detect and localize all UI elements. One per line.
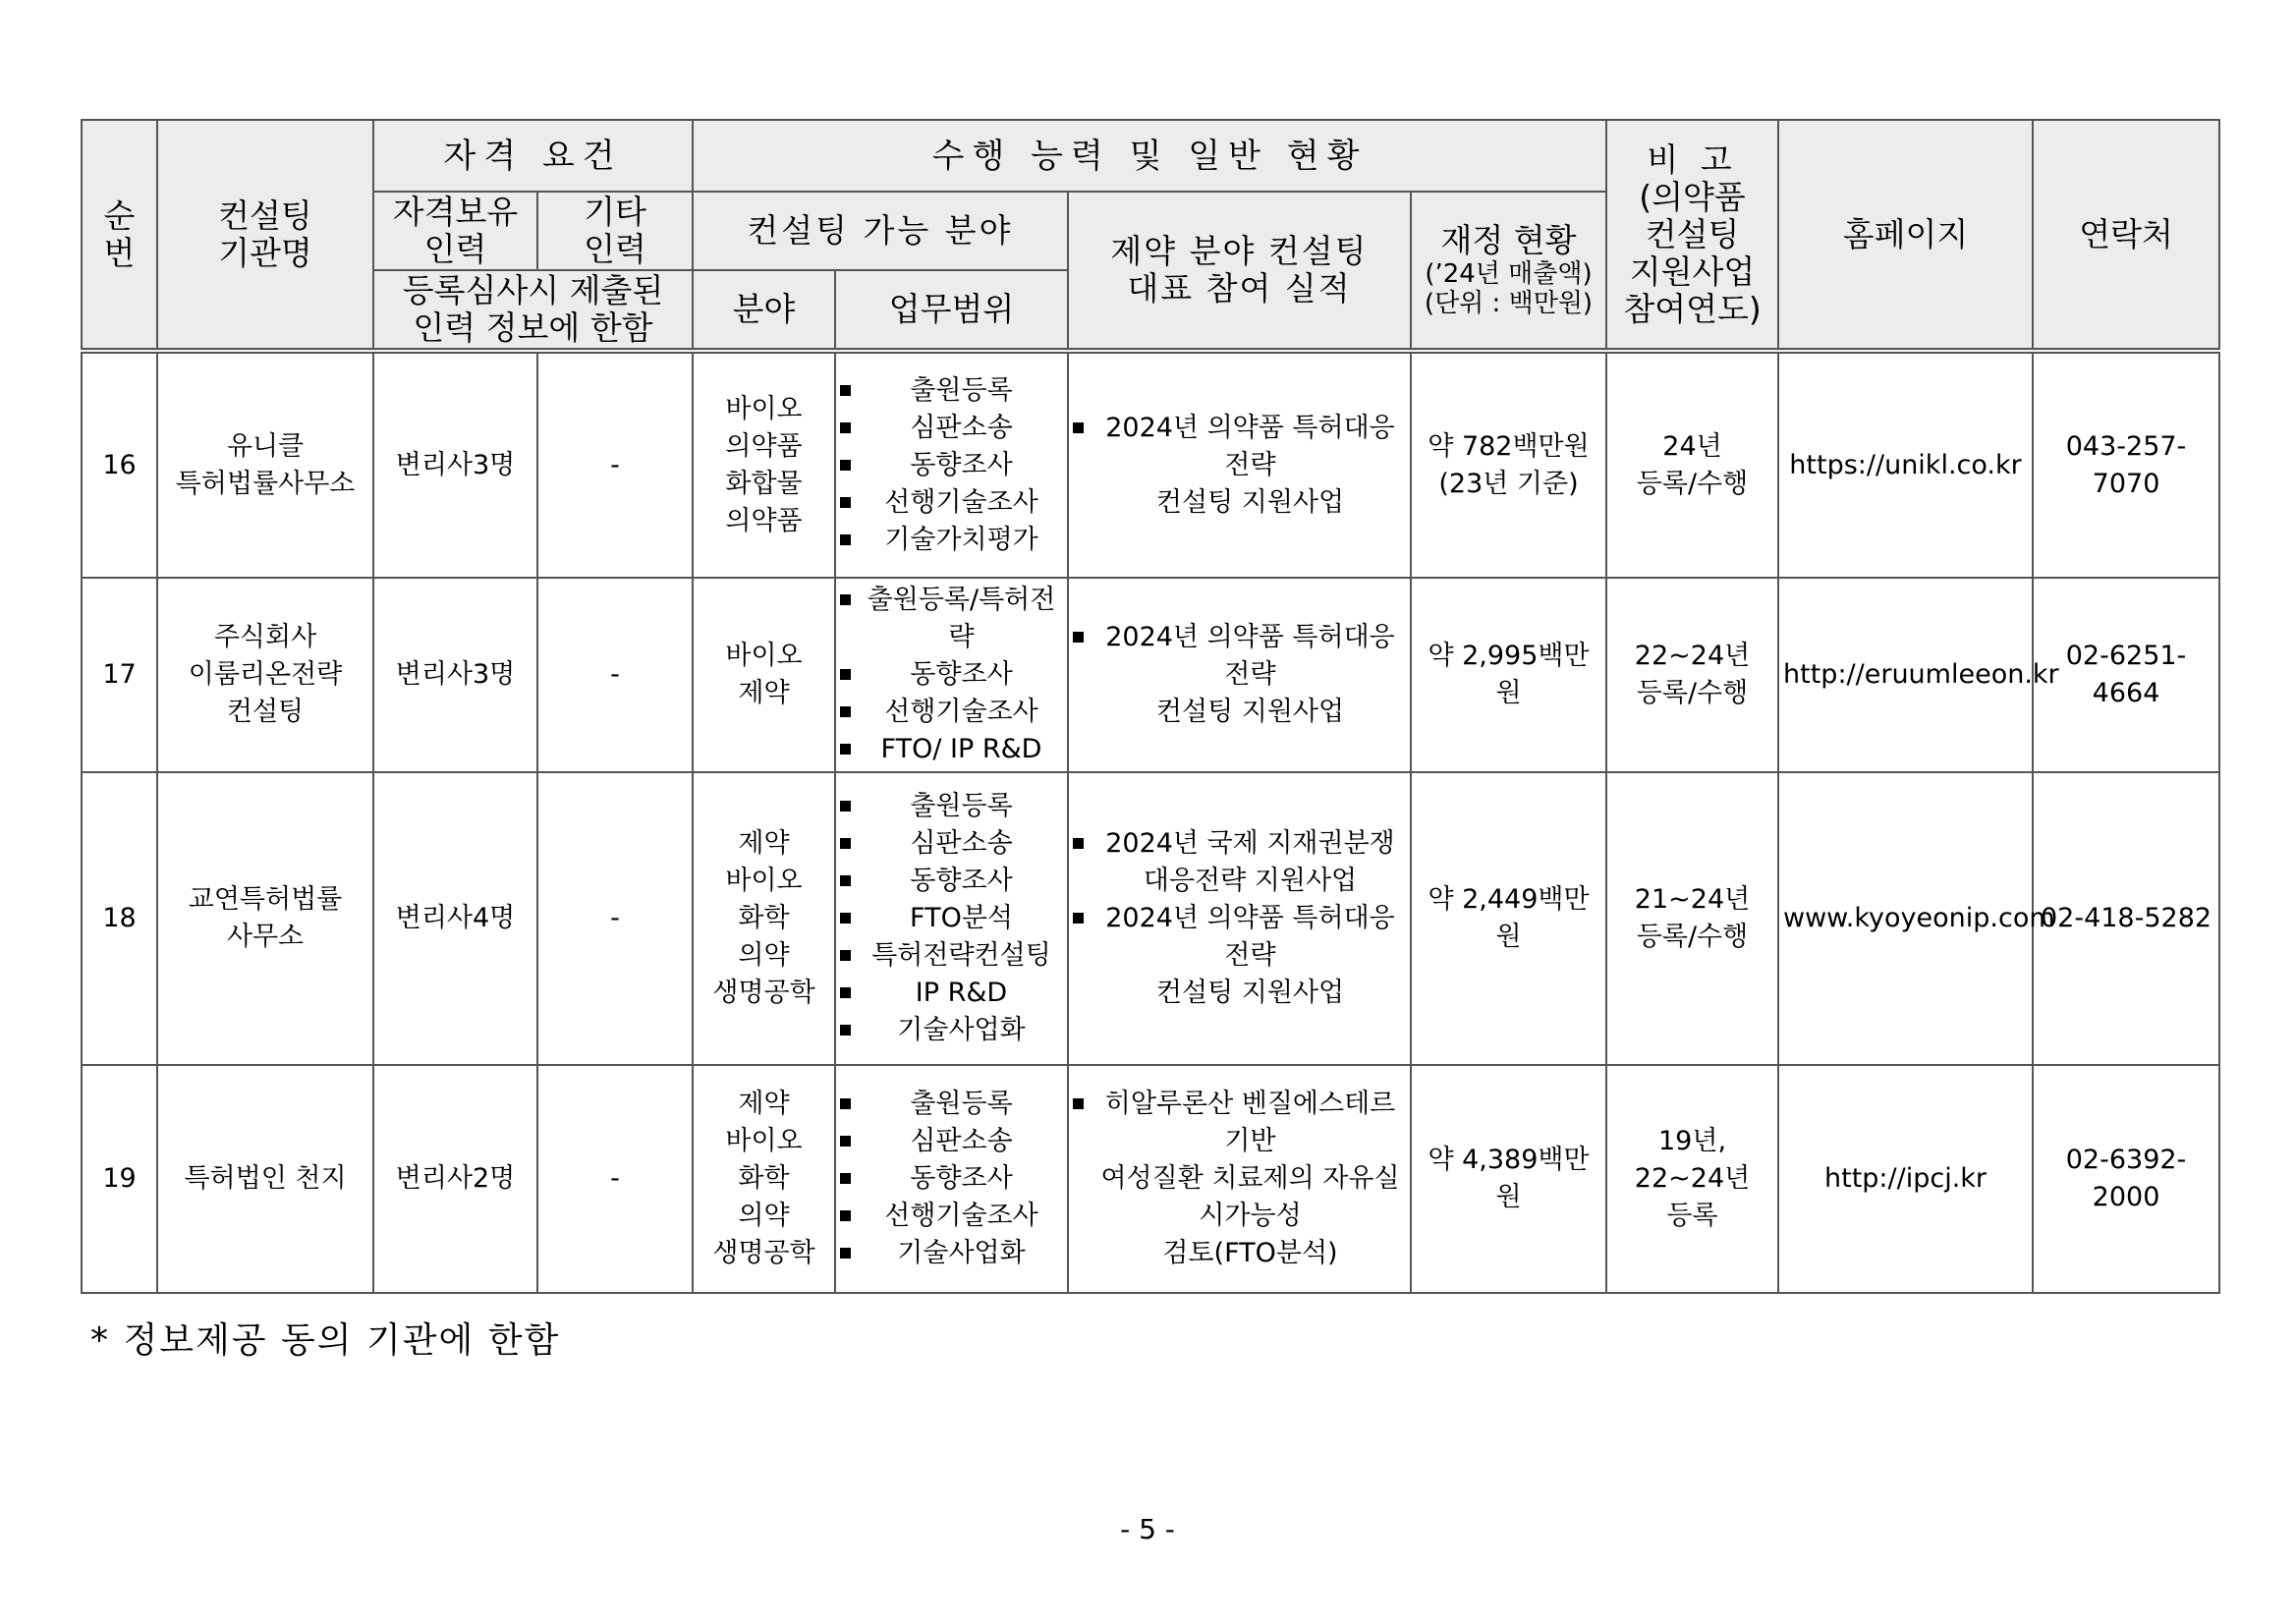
cell-remarks: 19년, 22~24년 등록 [1606,1065,1778,1293]
cell-qualified-staff: 변리사3명 [373,351,537,578]
page-number: - 5 - [1120,1513,1175,1545]
performance-item: 대응전략 지원사업 [1143,866,1358,896]
cell-remarks: 21~24년 등록/수행 [1606,772,1778,1065]
scope-item: 선행기술조사 [840,484,1063,522]
cell-qualified-staff: 변리사2명 [373,1065,537,1293]
scope-item: 기술사업화 [840,1235,1063,1272]
performance-item: 2024년 의약품 특허대응전략 [1073,619,1406,694]
cell-homepage[interactable]: http://eruumleeon.kr [1778,578,2033,772]
scope-item: 심판소송 [840,825,1063,863]
cell-contact: 043-257-7070 [2033,351,2219,578]
header-performance: 제약 분야 컨설팅 대표 참여 실적 [1068,192,1411,351]
cell-org: 유니클 특허법률사무소 [157,351,373,578]
performance-item: 2024년 의약품 특허대응전략 [1073,410,1406,484]
scope-item: 기술가치평가 [840,522,1063,559]
performance-item: 히알루론산 벤질에스테르 기반 [1073,1086,1406,1160]
cell-num: 18 [82,772,157,1065]
table-header [82,120,2219,351]
cell-num: 16 [82,351,157,578]
table-row [82,578,2219,772]
scope-item: FTO분석 [840,900,1063,937]
cell-field: 바이오 제약 [693,578,835,772]
performance-item: 2024년 국제 지재권분쟁 [1073,825,1406,863]
performance-item: 컨설팅 지원사업 [1155,486,1345,518]
scope-item: 출원등록 [840,372,1063,410]
scope-item: 선행기술조사 [840,1198,1063,1235]
performance-item: 검토(FTO분석) [1162,1238,1338,1268]
table-row [82,1065,2219,1293]
table-row [82,772,2219,1065]
scope-item: IP R&D [840,975,1063,1012]
cell-org: 주식회사 이룸리온전략 컨설팅 [157,578,373,772]
scope-item: 기술사업화 [840,1012,1063,1049]
cell-field: 제약 바이오 화학 의약 생명공학 [693,772,835,1065]
cell-finance: 약 4,389백만원 [1411,1065,1606,1293]
scope-item: FTO/ IP R&D [840,731,1063,768]
cell-finance: 약 2,449백만원 [1411,772,1606,1065]
cell-contact: 02-418-5282 [2033,772,2219,1065]
header-org: 컨설팅 기관명 [157,120,373,351]
header-remarks: 비 고 (의약품 컨설팅 지원사업 참여연도) [1606,120,1778,351]
cell-other-staff: - [537,772,693,1065]
cell-performance [1068,772,1411,1065]
header-contact: 연락처 [2033,120,2219,351]
header-scope: 업무범위 [835,270,1068,351]
scope-item: 출원등록/특허전략 [840,582,1063,656]
performance-item: 컨설팅 지원사업 [1155,978,1345,1008]
cell-qualified-staff: 변리사3명 [373,578,537,772]
scope-item: 특허전략컨설팅 [840,937,1063,975]
scope-item: 선행기술조사 [840,694,1063,731]
cell-other-staff: - [537,1065,693,1293]
scope-item: 동향조사 [840,1160,1063,1198]
scope-item: 출원등록 [840,1086,1063,1123]
performance-item: 2024년 의약품 특허대응전략 [1073,900,1406,975]
cell-finance: 약 2,995백만원 [1411,578,1606,772]
cell-other-staff: - [537,578,693,772]
consulting-agency-table [81,119,2220,1294]
cell-scope [835,1065,1068,1293]
cell-field: 바이오 의약품 화합물 의약품 [693,351,835,578]
header-qualified-staff: 자격보유 인력 [373,192,537,270]
cell-contact: 02-6251-4664 [2033,578,2219,772]
header-capability: 수행 능력 및 일반 현황 [693,120,1606,192]
header-qualification: 자격 요건 [373,120,693,192]
cell-scope [835,578,1068,772]
header-staff-note: 등록심사시 제출된 인력 정보에 한함 [373,270,693,351]
header-finance: 재정 현황 (’24년 매출액) (단위 : 백만원) [1411,192,1606,351]
table-row [82,351,2219,578]
cell-remarks: 24년 등록/수행 [1606,351,1778,578]
scope-item: 동향조사 [840,656,1063,694]
cell-contact: 02-6392-2000 [2033,1065,2219,1293]
footnote: * 정보제공 동의 기관에 한함 [90,1320,561,1361]
cell-homepage[interactable]: http://ipcj.kr [1778,1065,2033,1293]
scope-item: 동향조사 [840,447,1063,484]
scope-item: 심판소송 [840,1123,1063,1160]
cell-num: 19 [82,1065,157,1293]
scope-item: 심판소송 [840,410,1063,447]
performance-item: 컨설팅 지원사업 [1155,697,1345,727]
cell-performance [1068,1065,1411,1293]
cell-homepage[interactable]: https://unikl.co.kr [1778,351,2033,578]
cell-org: 교연특허법률 사무소 [157,772,373,1065]
cell-num: 17 [82,578,157,772]
cell-scope [835,772,1068,1065]
table-body [82,351,2219,1293]
header-field: 분야 [693,270,835,351]
header-other-staff: 기타 인력 [537,192,693,270]
cell-performance [1068,351,1411,578]
cell-other-staff: - [537,351,693,578]
cell-finance: 약 782백만원 (23년 기준) [1411,351,1606,578]
scope-item: 동향조사 [840,863,1063,900]
cell-remarks: 22~24년 등록/수행 [1606,578,1778,772]
cell-field: 제약 바이오 화학 의약 생명공학 [693,1065,835,1293]
cell-homepage[interactable]: www.kyoyeonip.com [1778,772,2033,1065]
header-areas: 컨설팅 가능 분야 [693,192,1068,270]
cell-scope [835,351,1068,578]
header-homepage: 홈페이지 [1778,120,2033,351]
cell-org: 특허법인 천지 [157,1065,373,1293]
cell-performance [1068,578,1411,772]
cell-qualified-staff: 변리사4명 [373,772,537,1065]
header-seq: 순 번 [82,120,157,351]
scope-item: 출원등록 [840,788,1063,825]
performance-item: 여성질환 치료제의 자유실시가능성 [1100,1163,1400,1231]
